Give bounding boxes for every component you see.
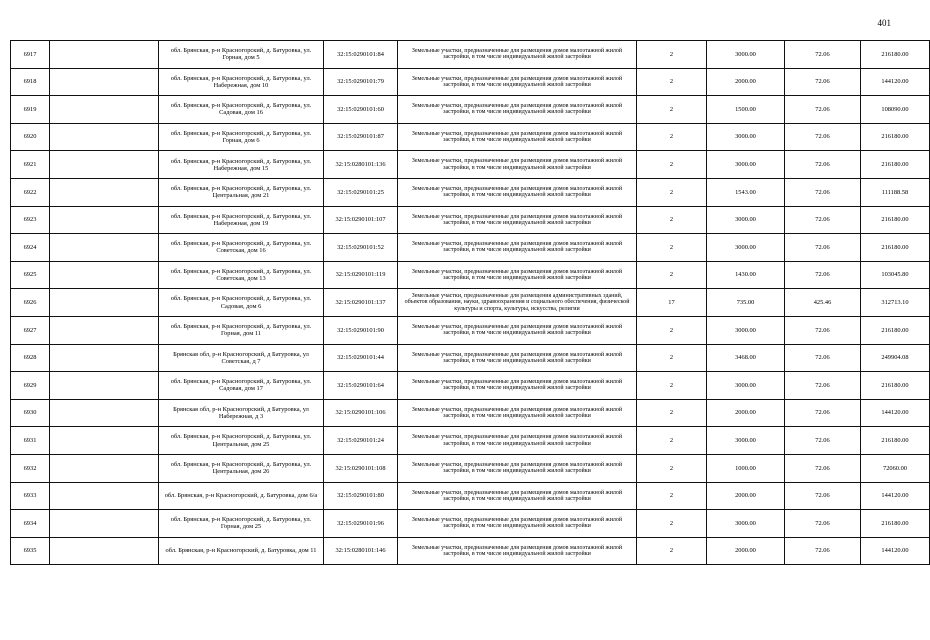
cadastral-value-cell: 103045.80 [861,261,930,289]
address-cell: обл. Брянская, р-н Красногорский, д. Батуровка, ул. Советская, дом 13 [159,261,324,289]
cadastral-value-cell: 216180.00 [861,427,930,455]
use-code-cell: 2 [637,344,707,372]
cadastral-number-cell: 32:15:0290101:90 [324,316,398,344]
row-number-cell: 6920 [11,123,50,151]
area-cell: 3468.00 [707,344,785,372]
cadastral-number-cell: 32:15:0290101:24 [324,427,398,455]
area-cell: 1500.00 [707,96,785,124]
permitted-use-cell: Земельные участки, предназначенные для размещения домов малоэтажной жилой застройки, в том числе индивидуальной жилой застройки [398,316,637,344]
table-row [11,151,930,179]
address-cell: Брянская обл, р-н Красногорский, д Батуровка, ул Набережная, д 3 [159,399,324,427]
row-number-cell: 6934 [11,510,50,538]
row-number-cell: 6927 [11,316,50,344]
rate-cell: 72.06 [785,537,861,565]
area-cell: 2000.00 [707,482,785,510]
cadastral-number-cell: 32:15:0290101:84 [324,41,398,69]
cadastral-value-cell: 216180.00 [861,510,930,538]
empty-cell [50,68,159,96]
empty-cell [50,454,159,482]
empty-cell [50,316,159,344]
use-code-cell: 2 [637,427,707,455]
permitted-use-cell: Земельные участки, предназначенные для размещения домов малоэтажной жилой застройки, в том числе индивидуальной жилой застройки [398,454,637,482]
use-code-cell: 2 [637,178,707,206]
address-cell: обл. Брянская, р-н Красногорский, д. Батуровка, ул. Горная, дом 11 [159,316,324,344]
cadastral-value-cell: 108090.00 [861,96,930,124]
row-number-cell: 6921 [11,151,50,179]
permitted-use-cell: Земельные участки, предназначенные для размещения домов малоэтажной жилой застройки, в том числе индивидуальной жилой застройки [398,234,637,262]
rate-cell: 72.06 [785,399,861,427]
table-row [11,482,930,510]
address-cell: обл. Брянская, р-н Красногорский, д. Батуровка, ул. Садовая, дом 16 [159,96,324,124]
rate-cell: 72.06 [785,372,861,400]
cadastral-value-cell: 144120.00 [861,68,930,96]
table-row [11,206,930,234]
use-code-cell: 2 [637,123,707,151]
cadastral-value-cell: 312713.10 [861,289,930,317]
cadastral-number-cell: 32:15:0280101:136 [324,151,398,179]
permitted-use-cell: Земельные участки, предназначенные для размещения домов малоэтажной жилой застройки, в том числе индивидуальной жилой застройки [398,510,637,538]
cadastral-value-cell: 216180.00 [861,372,930,400]
rate-cell: 72.06 [785,454,861,482]
row-number-cell: 6930 [11,399,50,427]
empty-cell [50,399,159,427]
row-number-cell: 6919 [11,96,50,124]
rate-cell: 72.06 [785,68,861,96]
row-number-cell: 6935 [11,537,50,565]
cadastral-number-cell: 32:15:0290101:119 [324,261,398,289]
use-code-cell: 2 [637,96,707,124]
use-code-cell: 2 [637,234,707,262]
use-code-cell: 2 [637,537,707,565]
empty-cell [50,427,159,455]
table-row [11,289,930,317]
empty-cell [50,151,159,179]
area-cell: 3000.00 [707,41,785,69]
address-cell: обл. Брянская, р-н Красногорский, д. Батуровка, ул. Горная, дом 6 [159,123,324,151]
table-row [11,96,930,124]
use-code-cell: 2 [637,206,707,234]
cadastral-value-cell: 249904.08 [861,344,930,372]
use-code-cell: 2 [637,454,707,482]
table-row [11,178,930,206]
use-code-cell: 2 [637,482,707,510]
cadastral-number-cell: 32:15:0290101:52 [324,234,398,262]
row-number-cell: 6929 [11,372,50,400]
row-number-cell: 6931 [11,427,50,455]
area-cell: 2000.00 [707,537,785,565]
land-registry-table [10,40,930,565]
cadastral-number-cell: 32:15:0280101:146 [324,537,398,565]
empty-cell [50,344,159,372]
address-cell: обл. Брянская, р-н Красногорский, д. Батуровка, дом 6/а [159,482,324,510]
empty-cell [50,289,159,317]
rate-cell: 72.06 [785,151,861,179]
rate-cell: 425.46 [785,289,861,317]
permitted-use-cell: Земельные участки, предназначенные для размещения административных зданий, объектов образования, науки, здравоохранения и социального обеспечения, физической культуры и спорта, культуры, искусства, религии [398,289,637,317]
area-cell: 3000.00 [707,206,785,234]
page-number: 401 [877,18,891,28]
use-code-cell: 2 [637,510,707,538]
permitted-use-cell: Земельные участки, предназначенные для размещения домов малоэтажной жилой застройки, в том числе индивидуальной жилой застройки [398,151,637,179]
cadastral-number-cell: 32:15:0290101:137 [324,289,398,317]
empty-cell [50,41,159,69]
empty-cell [50,372,159,400]
cadastral-value-cell: 111188.58 [861,178,930,206]
empty-cell [50,96,159,124]
cadastral-number-cell: 32:15:0290101:80 [324,482,398,510]
permitted-use-cell: Земельные участки, предназначенные для размещения домов малоэтажной жилой застройки, в том числе индивидуальной жилой застройки [398,372,637,400]
row-number-cell: 6933 [11,482,50,510]
use-code-cell: 2 [637,151,707,179]
permitted-use-cell: Земельные участки, предназначенные для размещения домов малоэтажной жилой застройки, в том числе индивидуальной жилой застройки [398,123,637,151]
rate-cell: 72.06 [785,261,861,289]
table-row [11,261,930,289]
cadastral-value-cell: 72060.00 [861,454,930,482]
row-number-cell: 6918 [11,68,50,96]
address-cell: обл. Брянская, р-н Красногорский, д. Батуровка, ул. Набережная, дом 10 [159,68,324,96]
permitted-use-cell: Земельные участки, предназначенные для размещения домов малоэтажной жилой застройки, в том числе индивидуальной жилой застройки [398,68,637,96]
permitted-use-cell: Земельные участки, предназначенные для размещения домов малоэтажной жилой застройки, в том числе индивидуальной жилой застройки [398,399,637,427]
row-number-cell: 6923 [11,206,50,234]
address-cell: обл. Брянская, р-н Красногорский, д. Батуровка, ул. Горная, дом 5 [159,41,324,69]
cadastral-number-cell: 32:15:0290101:44 [324,344,398,372]
empty-cell [50,537,159,565]
row-number-cell: 6928 [11,344,50,372]
rate-cell: 72.06 [785,344,861,372]
address-cell: обл. Брянская, р-н Красногорский, д. Батуровка, ул. Центральная, дом 21 [159,178,324,206]
row-number-cell: 6922 [11,178,50,206]
area-cell: 3000.00 [707,427,785,455]
row-number-cell: 6924 [11,234,50,262]
cadastral-value-cell: 216180.00 [861,206,930,234]
cadastral-value-cell: 216180.00 [861,234,930,262]
table-row [11,41,930,69]
cadastral-number-cell: 32:15:0290101:107 [324,206,398,234]
area-cell: 3000.00 [707,316,785,344]
area-cell: 2000.00 [707,399,785,427]
cadastral-value-cell: 216180.00 [861,123,930,151]
empty-cell [50,123,159,151]
rate-cell: 72.06 [785,316,861,344]
cadastral-value-cell: 216180.00 [861,316,930,344]
cadastral-number-cell: 32:15:0290101:106 [324,399,398,427]
rate-cell: 72.06 [785,482,861,510]
table-body [11,41,930,565]
table-row [11,537,930,565]
address-cell: обл. Брянская, р-н Красногорский, д. Батуровка, ул. Центральная, дом 26 [159,454,324,482]
rate-cell: 72.06 [785,510,861,538]
area-cell: 3000.00 [707,234,785,262]
rate-cell: 72.06 [785,41,861,69]
permitted-use-cell: Земельные участки, предназначенные для размещения домов малоэтажной жилой застройки, в том числе индивидуальной жилой застройки [398,261,637,289]
use-code-cell: 2 [637,399,707,427]
row-number-cell: 6917 [11,41,50,69]
cadastral-value-cell: 216180.00 [861,151,930,179]
use-code-cell: 17 [637,289,707,317]
rate-cell: 72.06 [785,178,861,206]
use-code-cell: 2 [637,372,707,400]
area-cell: 3000.00 [707,372,785,400]
use-code-cell: 2 [637,68,707,96]
permitted-use-cell: Земельные участки, предназначенные для размещения домов малоэтажной жилой застройки, в том числе индивидуальной жилой застройки [398,344,637,372]
table-row [11,399,930,427]
cadastral-number-cell: 32:15:0290101:79 [324,68,398,96]
empty-cell [50,510,159,538]
table-row [11,123,930,151]
use-code-cell: 2 [637,261,707,289]
area-cell: 1430.00 [707,261,785,289]
address-cell: обл. Брянская, р-н Красногорский, д. Батуровка, ул. Набережная, дом 15 [159,151,324,179]
address-cell: обл. Брянская, р-н Красногорский, д. Батуровка, ул. Садовая, дом 17 [159,372,324,400]
table-row [11,234,930,262]
empty-cell [50,261,159,289]
address-cell: Брянская обл, р-н Красногорский, д Батуровка, ул Советская, д 7 [159,344,324,372]
address-cell: обл. Брянская, р-н Красногорский, д. Батуровка, ул. Садовая, дом 6 [159,289,324,317]
table-row [11,344,930,372]
row-number-cell: 6932 [11,454,50,482]
permitted-use-cell: Земельные участки, предназначенные для размещения домов малоэтажной жилой застройки, в том числе индивидуальной жилой застройки [398,427,637,455]
cadastral-number-cell: 32:15:0290101:96 [324,510,398,538]
area-cell: 735.00 [707,289,785,317]
row-number-cell: 6925 [11,261,50,289]
permitted-use-cell: Земельные участки, предназначенные для размещения домов малоэтажной жилой застройки, в том числе индивидуальной жилой застройки [398,206,637,234]
cadastral-number-cell: 32:15:0290101:60 [324,96,398,124]
address-cell: обл. Брянская, р-н Красногорский, д. Батуровка, ул. Центральная, дом 25 [159,427,324,455]
rate-cell: 72.06 [785,206,861,234]
area-cell: 1000.00 [707,454,785,482]
area-cell: 3000.00 [707,123,785,151]
cadastral-value-cell: 144120.00 [861,482,930,510]
cadastral-value-cell: 144120.00 [861,399,930,427]
rate-cell: 72.06 [785,123,861,151]
table-row [11,427,930,455]
rate-cell: 72.06 [785,234,861,262]
cadastral-number-cell: 32:15:0290101:87 [324,123,398,151]
table-row [11,510,930,538]
table-row [11,372,930,400]
cadastral-value-cell: 216180.00 [861,41,930,69]
cadastral-number-cell: 32:15:0290101:108 [324,454,398,482]
use-code-cell: 2 [637,316,707,344]
address-cell: обл. Брянская, р-н Красногорский, д. Батуровка, ул. Советская, дом 16 [159,234,324,262]
use-code-cell: 2 [637,41,707,69]
empty-cell [50,234,159,262]
empty-cell [50,178,159,206]
area-cell: 1543.00 [707,178,785,206]
rate-cell: 72.06 [785,96,861,124]
cadastral-value-cell: 144120.00 [861,537,930,565]
cadastral-number-cell: 32:15:0290101:64 [324,372,398,400]
empty-cell [50,482,159,510]
permitted-use-cell: Земельные участки, предназначенные для размещения домов малоэтажной жилой застройки, в том числе индивидуальной жилой застройки [398,178,637,206]
empty-cell [50,206,159,234]
rate-cell: 72.06 [785,427,861,455]
row-number-cell: 6926 [11,289,50,317]
table-row [11,316,930,344]
area-cell: 3000.00 [707,510,785,538]
permitted-use-cell: Земельные участки, предназначенные для размещения домов малоэтажной жилой застройки, в том числе индивидуальной жилой застройки [398,96,637,124]
area-cell: 2000.00 [707,68,785,96]
area-cell: 3000.00 [707,151,785,179]
permitted-use-cell: Земельные участки, предназначенные для размещения домов малоэтажной жилой застройки, в том числе индивидуальной жилой застройки [398,482,637,510]
address-cell: обл. Брянская, р-н Красногорский, д. Батуровка, дом 11 [159,537,324,565]
address-cell: обл. Брянская, р-н Красногорский, д. Батуровка, ул. Горная, дом 25 [159,510,324,538]
table-row [11,454,930,482]
table-row [11,68,930,96]
permitted-use-cell: Земельные участки, предназначенные для размещения домов малоэтажной жилой застройки, в том числе индивидуальной жилой застройки [398,537,637,565]
address-cell: обл. Брянская, р-н Красногорский, д. Батуровка, ул. Набережная, дом 19 [159,206,324,234]
permitted-use-cell: Земельные участки, предназначенные для размещения домов малоэтажной жилой застройки, в том числе индивидуальной жилой застройки [398,41,637,69]
cadastral-number-cell: 32:15:0290101:25 [324,178,398,206]
